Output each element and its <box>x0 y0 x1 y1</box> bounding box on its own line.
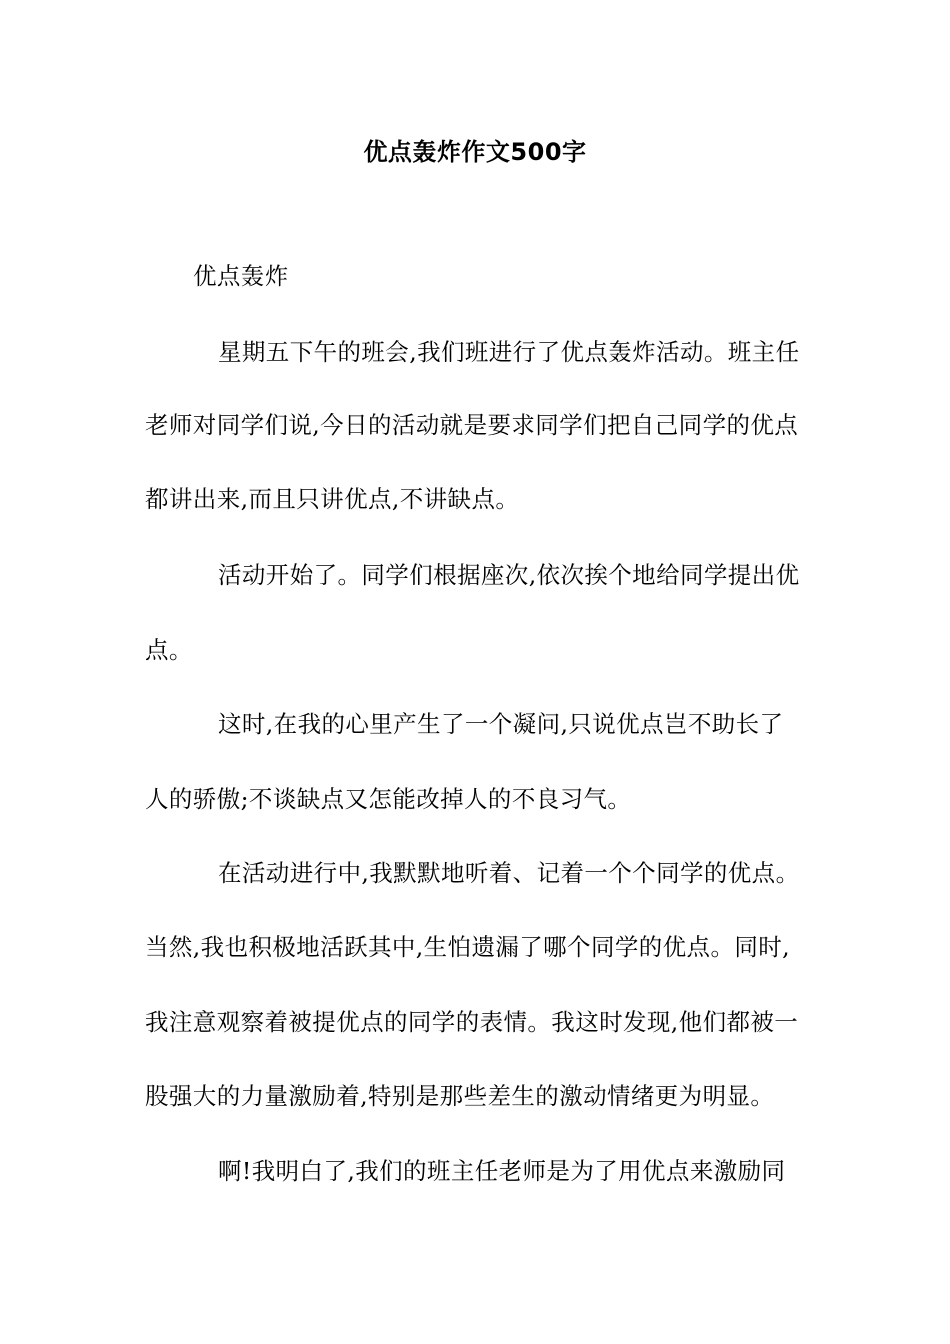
paragraph-line: 当然,我也积极地活跃其中,生怕遗漏了哪个同学的优点。同时, <box>145 933 791 961</box>
paragraph-line: 点。 <box>145 636 193 664</box>
essay-subtitle: 优点轰炸 <box>193 262 289 290</box>
paragraph-line: 啊!我明白了,我们的班主任老师是为了用优点来激励同 <box>218 1157 786 1185</box>
paragraph-line: 都讲出来,而且只讲优点,不讲缺点。 <box>145 485 520 513</box>
paragraph-line: 我注意观察着被提优点的同学的表情。我这时发现,他们都被一 <box>145 1008 799 1036</box>
paragraph-line: 活动开始了。同学们根据座次,依次挨个地给同学提出优 <box>218 561 800 589</box>
paragraph-line: 老师对同学们说,今日的活动就是要求同学们把自己同学的优点 <box>145 411 799 439</box>
paragraph-line: 这时,在我的心里产生了一个凝问,只说优点岂不助长了 <box>218 710 784 738</box>
paragraph-line: 在活动进行中,我默默地听着、记着一个个同学的优点。 <box>218 859 800 887</box>
document-title: 优点轰炸作文500字 <box>363 138 587 166</box>
paragraph-line: 星期五下午的班会,我们班进行了优点轰炸活动。班主任 <box>218 338 800 366</box>
paragraph-line: 人的骄傲;不谈缺点又怎能改掉人的不良习气。 <box>145 785 632 813</box>
paragraph-line: 股强大的力量激励着,特别是那些差生的激动情绪更为明显。 <box>145 1082 775 1110</box>
